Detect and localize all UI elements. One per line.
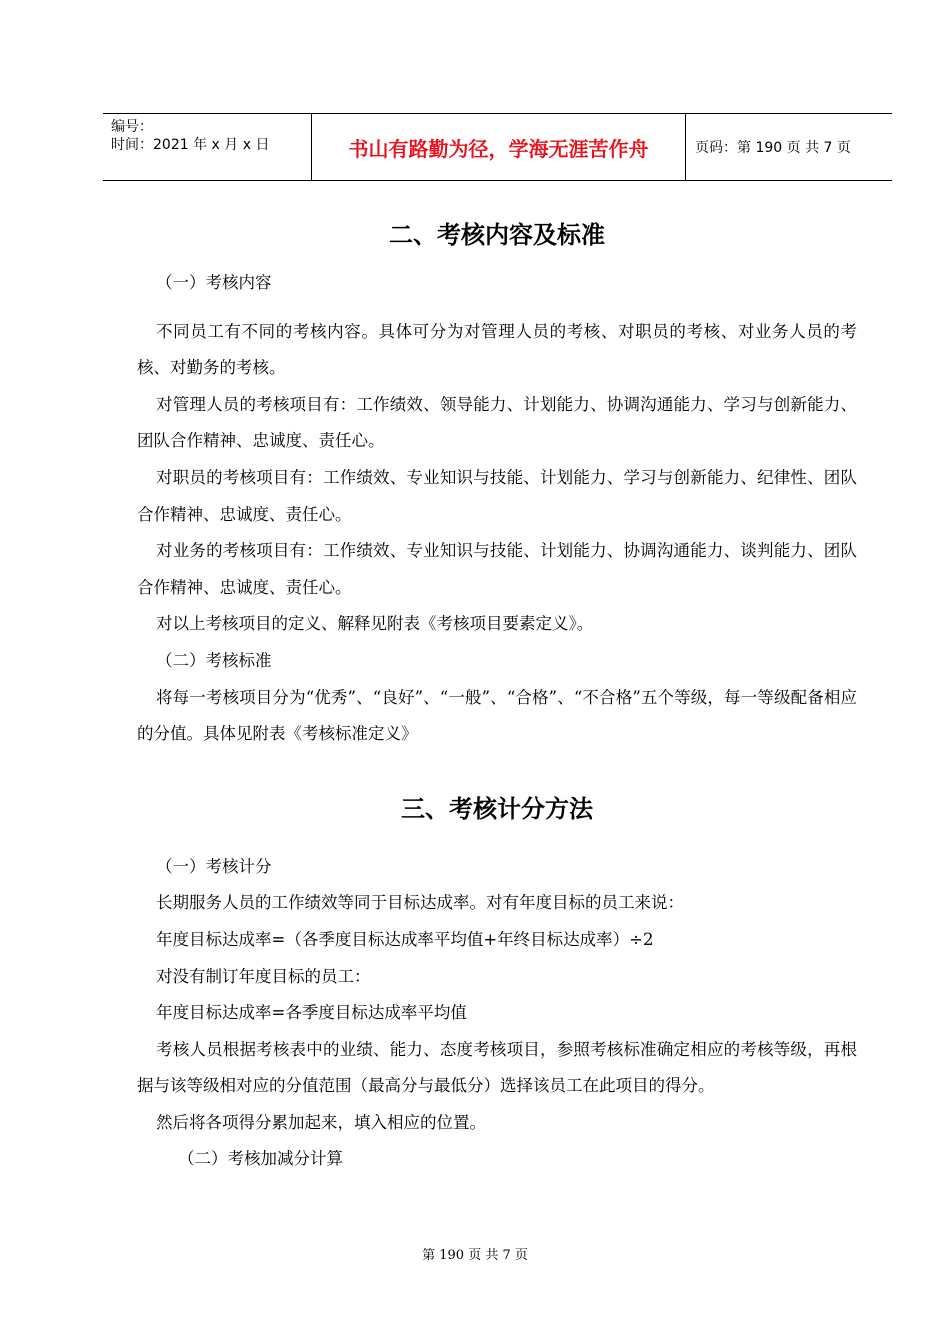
paragraph: 对业务的考核项目有：工作绩效、专业知识与技能、计划能力、协调沟通能力、谈判能力、团队合作精神、忠诚度、责任心。 xyxy=(137,541,857,597)
paragraph: 不同员工有不同的考核内容。具体可分为对管理人员的考核、对职员的考核、对业务人员的考核、对勤务的考核。 xyxy=(137,321,857,378)
subsection-heading: （二）考核加减分计算 xyxy=(178,1149,343,1169)
formula: 年度目标达成率=各季度目标达成率平均值 xyxy=(156,1003,467,1023)
formula: 年度目标达成率=（各季度目标达成率平均值+年终目标达成率）÷2 xyxy=(156,929,654,949)
document-header xyxy=(103,113,892,181)
paragraph: 对职员的考核项目有：工作绩效、专业知识与技能、计划能力、学习与创新能力、纪律性、团队合作精神、忠诚度、责任心。 xyxy=(137,467,857,524)
paragraph: 将每一考核项目分为“优秀”、“良好”、“一般”、“合格”、“不合格”五个等级，每一等级配备相应的分值。具体见附表《考核标准定义》 xyxy=(137,687,857,744)
header-page-info: 页码：第 190 页 共 7 页 xyxy=(686,114,893,181)
subsection-heading: （一）考核内容 xyxy=(156,273,272,292)
paragraph: 考核人员根据考核表中的业绩、能力、态度考核项目，参照考核标准确定相应的考核等级，再根据与该等级相对应的分值范围（最高分与最低分）选择该员工在此项目的得分。 xyxy=(137,1039,857,1096)
subsection-heading: （二）考核标准 xyxy=(156,650,272,670)
page-footer: 第 190 页 共 7 页 xyxy=(422,1248,528,1263)
header-motto: 书山有路勤为径，学海无涯苦作舟 xyxy=(312,114,686,181)
paragraph: 对以上考核项目的定义、解释见附表《考核项目要素定义》。 xyxy=(156,614,594,634)
section-title-scoring-method: 三、考核计分方法 xyxy=(401,794,593,823)
document-number-label: 编号： xyxy=(111,119,153,135)
paragraph: 然后将各项得分累加起来，填入相应的位置。 xyxy=(156,1112,486,1132)
section-title-assessment-content: 二、考核内容及标准 xyxy=(389,221,605,249)
paragraph: 对管理人员的考核项目有：工作绩效、领导能力、计划能力、协调沟通能力、学习与创新能力、团队合作精神、忠诚度、责任心。 xyxy=(137,394,857,451)
document-time-label: 时间：2021 年 x 月 x 日 xyxy=(111,137,270,153)
document-body xyxy=(137,205,857,1178)
subsection-heading: （一）考核计分 xyxy=(156,856,272,876)
header-meta xyxy=(103,114,312,181)
paragraph: 对没有制订年度目标的员工： xyxy=(156,966,371,986)
paragraph: 长期服务人员的工作绩效等同于目标达成率。对有年度目标的员工来说： xyxy=(156,893,684,913)
